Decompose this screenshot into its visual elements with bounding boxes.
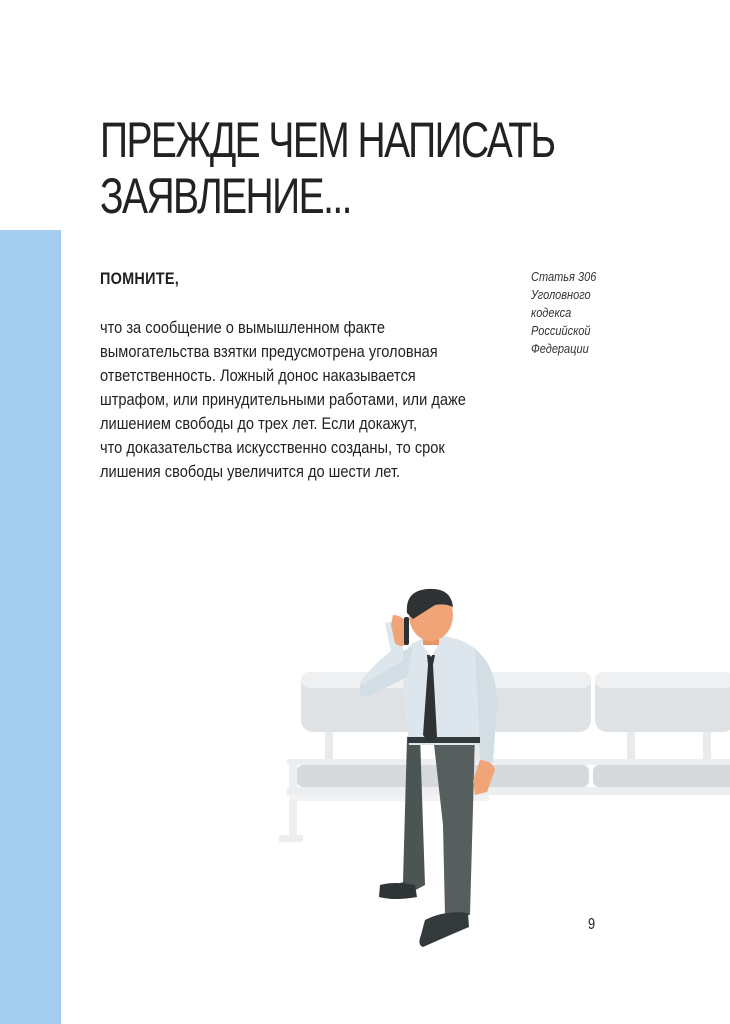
body-line: что за сообщение о вымышленном факте [100, 318, 385, 337]
body-line: что доказательства искусственно созданы, то срок [100, 438, 445, 457]
bench-image [279, 672, 730, 842]
page-number: 9 [588, 916, 596, 933]
title-line-2: ЗАЯВЛЕНИЕ... [100, 168, 351, 224]
body-line: вымогательства взятки предусмотрена уголовная [100, 342, 438, 361]
note-line: Статья 306 [531, 270, 597, 284]
remember-label: ПОМНИТЕ, [100, 269, 180, 288]
man-on-phone-illustration [275, 585, 730, 955]
page-title [100, 112, 555, 224]
body-line: лишения свободы увеличится до шести лет. [100, 462, 401, 481]
law-reference-note [531, 268, 628, 358]
body-line: штрафом, или принудительными работами, или даже [100, 390, 466, 409]
body-line: ответственность. Ложный донос наказывается [100, 366, 416, 385]
note-line: Российской [531, 324, 591, 338]
title-line-1: ПРЕЖДЕ ЧЕМ НАПИСАТЬ [100, 112, 555, 168]
side-accent-bar [0, 230, 61, 1024]
body-line: лишением свободы до трех лет. Если докажут, [100, 414, 418, 433]
body-paragraph [100, 316, 504, 484]
note-line: Федерации [531, 342, 589, 356]
note-line: Уголовного [531, 288, 591, 302]
note-line: кодекса [531, 306, 572, 320]
